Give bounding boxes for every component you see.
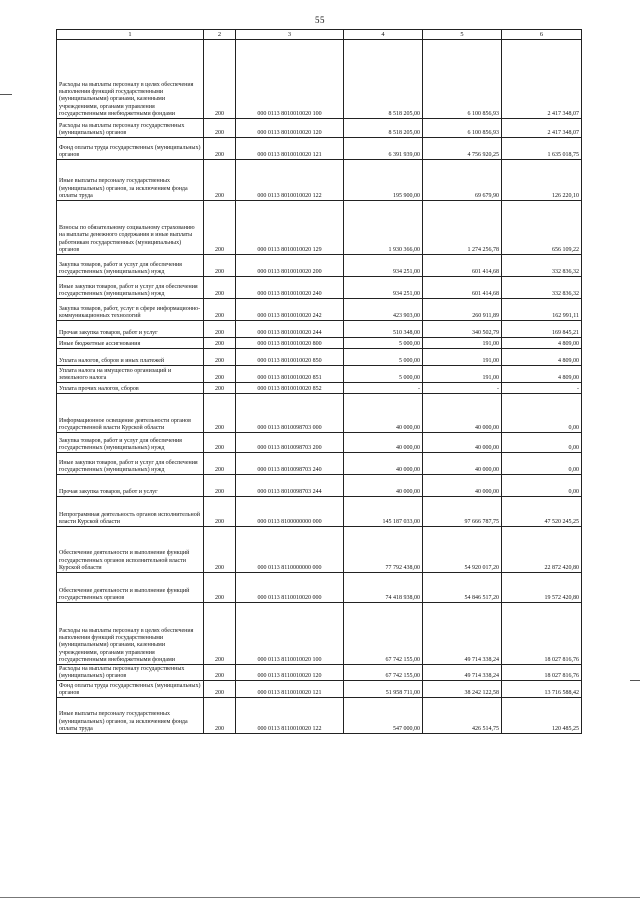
row-approved-amount: 195 900,00 [344, 160, 423, 201]
header-cell-2: 2 [204, 30, 236, 40]
row-line-code: 200 [204, 321, 236, 338]
table-row [57, 527, 582, 573]
row-approved-amount: 5 000,00 [344, 349, 423, 366]
row-unexecuted-amount: 2 417 348,07 [502, 40, 582, 119]
row-approved-amount: 5 000,00 [344, 338, 423, 349]
row-budget-code: 000 0113 8110000000 000 [236, 527, 344, 573]
row-line-code: 200 [204, 349, 236, 366]
row-unexecuted-amount: 120 485,25 [502, 698, 582, 734]
table-row [57, 497, 582, 527]
row-approved-amount: 1 930 366,00 [344, 201, 423, 255]
row-executed-amount: 340 502,79 [423, 321, 502, 338]
table-row [57, 475, 582, 497]
row-line-code: 200 [204, 603, 236, 665]
row-line-code: 200 [204, 299, 236, 321]
row-unexecuted-amount: 656 109,22 [502, 201, 582, 255]
row-line-code: 200 [204, 40, 236, 119]
scan-mark-left [0, 94, 12, 95]
row-approved-amount: 8 518 205,00 [344, 40, 423, 119]
row-unexecuted-amount: 1 635 018,75 [502, 138, 582, 160]
row-budget-code: 000 0113 8010010020 240 [236, 277, 344, 299]
row-budget-code: 000 0113 8010098703 200 [236, 433, 344, 453]
row-executed-amount: 191,00 [423, 338, 502, 349]
page-number: 55 [315, 15, 325, 25]
row-budget-code: 000 0113 8010098703 244 [236, 475, 344, 497]
header-cell-1: 1 [57, 30, 204, 40]
row-unexecuted-amount: 19 572 420,80 [502, 573, 582, 603]
table-row [57, 698, 582, 734]
table-row [57, 299, 582, 321]
row-approved-amount: 547 000,00 [344, 698, 423, 734]
row-name: Расходы на выплаты персоналу в целях обеспечения выполнения функций государственными (муниципальными) органами, казенными учреждениями, органами управления государственными внебюджетными фондами [57, 603, 204, 665]
row-line-code: 200 [204, 277, 236, 299]
row-name: Информационное освещение деятельности органов государственной власти Курской области [57, 394, 204, 433]
row-name: Иные выплаты персоналу государственных (муниципальных) органов, за исключением фонда оплаты труда [57, 698, 204, 734]
row-approved-amount: 74 418 938,00 [344, 573, 423, 603]
row-executed-amount: - [423, 383, 502, 394]
table-row [57, 40, 582, 119]
row-line-code: 200 [204, 119, 236, 138]
row-name: Иные закупки товаров, работ и услуг для обеспечения государственных (муниципальных) нужд [57, 453, 204, 475]
row-executed-amount: 49 714 338,24 [423, 603, 502, 665]
row-line-code: 200 [204, 698, 236, 734]
row-executed-amount: 191,00 [423, 349, 502, 366]
row-name: Уплата прочих налогов, сборов [57, 383, 204, 394]
row-budget-code: 000 0113 8010010020 121 [236, 138, 344, 160]
row-name: Закупка товаров, работ, услуг в сфере информационно-коммуникационных технологий [57, 299, 204, 321]
row-executed-amount: 40 000,00 [423, 475, 502, 497]
table-row [57, 394, 582, 433]
row-budget-code: 000 0113 8110010020 100 [236, 603, 344, 665]
row-approved-amount: 67 742 155,00 [344, 665, 423, 681]
row-budget-code: 000 0113 8110010020 122 [236, 698, 344, 734]
row-approved-amount: 934 251,00 [344, 255, 423, 277]
row-executed-amount: 69 679,90 [423, 160, 502, 201]
row-approved-amount: - [344, 383, 423, 394]
row-approved-amount: 51 958 711,00 [344, 681, 423, 698]
budget-execution-table [56, 29, 582, 734]
row-unexecuted-amount: 332 836,32 [502, 277, 582, 299]
row-executed-amount: 6 100 856,93 [423, 119, 502, 138]
row-name: Расходы на выплаты персоналу государственных (муниципальных) органов [57, 119, 204, 138]
table-row [57, 366, 582, 383]
row-unexecuted-amount: 169 845,21 [502, 321, 582, 338]
row-budget-code: 000 0113 8010010020 244 [236, 321, 344, 338]
row-approved-amount: 40 000,00 [344, 453, 423, 475]
row-executed-amount: 97 666 787,75 [423, 497, 502, 527]
table-row [57, 349, 582, 366]
header-cell-6: 6 [502, 30, 582, 40]
row-executed-amount: 1 274 256,78 [423, 201, 502, 255]
row-unexecuted-amount: 47 520 245,25 [502, 497, 582, 527]
row-name: Закупка товаров, работ и услуг для обеспечения государственных (муниципальных) нужд [57, 255, 204, 277]
row-line-code: 200 [204, 366, 236, 383]
row-name: Обеспечение деятельности и выполнение функций государственных органов [57, 573, 204, 603]
row-line-code: 200 [204, 475, 236, 497]
row-approved-amount: 145 187 033,00 [344, 497, 423, 527]
table-row [57, 201, 582, 255]
row-unexecuted-amount: - [502, 383, 582, 394]
row-unexecuted-amount: 126 220,10 [502, 160, 582, 201]
row-line-code: 200 [204, 394, 236, 433]
row-executed-amount: 601 414,68 [423, 255, 502, 277]
row-executed-amount: 54 846 517,20 [423, 573, 502, 603]
row-name: Иные закупки товаров, работ и услуг для обеспечения государственных (муниципальных) нужд [57, 277, 204, 299]
row-line-code: 200 [204, 573, 236, 603]
row-budget-code: 000 0113 8010010020 122 [236, 160, 344, 201]
row-line-code: 200 [204, 665, 236, 681]
row-name: Закупка товаров, работ и услуг для обеспечения государственных (муниципальных) нужд [57, 433, 204, 453]
row-line-code: 200 [204, 160, 236, 201]
row-budget-code: 000 0113 8010010020 129 [236, 201, 344, 255]
row-approved-amount: 423 903,00 [344, 299, 423, 321]
row-unexecuted-amount: 4 809,00 [502, 349, 582, 366]
row-executed-amount: 38 242 122,58 [423, 681, 502, 698]
row-executed-amount: 191,00 [423, 366, 502, 383]
row-budget-code: 000 0113 8010010020 242 [236, 299, 344, 321]
row-line-code: 200 [204, 201, 236, 255]
row-approved-amount: 40 000,00 [344, 475, 423, 497]
row-budget-code: 000 0113 8010010020 852 [236, 383, 344, 394]
row-line-code: 200 [204, 681, 236, 698]
row-name: Иные выплаты персоналу государственных (муниципальных) органов, за исключением фонда оплаты труда [57, 160, 204, 201]
row-budget-code: 000 0113 8010098703 240 [236, 453, 344, 475]
row-line-code: 200 [204, 453, 236, 475]
row-name: Расходы на выплаты персоналу государственных (муниципальных) органов [57, 665, 204, 681]
row-budget-code: 000 0113 8010010020 200 [236, 255, 344, 277]
page-bottom-edge [0, 897, 640, 898]
scan-mark-right [630, 680, 640, 681]
row-budget-code: 000 0113 8010010020 800 [236, 338, 344, 349]
row-approved-amount: 934 251,00 [344, 277, 423, 299]
row-unexecuted-amount: 0,00 [502, 433, 582, 453]
header-cell-5: 5 [423, 30, 502, 40]
row-budget-code: 000 0113 8010010020 100 [236, 40, 344, 119]
table-row [57, 321, 582, 338]
table-row [57, 338, 582, 349]
table-row [57, 665, 582, 681]
row-budget-code: 000 0113 8010010020 120 [236, 119, 344, 138]
row-name: Уплата налогов, сборов и иных платежей [57, 349, 204, 366]
row-executed-amount: 4 756 920,25 [423, 138, 502, 160]
table-row [57, 681, 582, 698]
row-name: Фонд оплаты труда государственных (муниципальных) органов [57, 681, 204, 698]
row-approved-amount: 67 742 155,00 [344, 603, 423, 665]
row-line-code: 200 [204, 338, 236, 349]
table-row [57, 433, 582, 453]
row-name: Уплата налога на имущество организаций и земельного налога [57, 366, 204, 383]
table-row [57, 119, 582, 138]
row-line-code: 200 [204, 138, 236, 160]
row-name: Непрограммная деятельность органов исполнительной власти Курской области [57, 497, 204, 527]
row-name: Прочая закупка товаров, работ и услуг [57, 321, 204, 338]
row-line-code: 200 [204, 433, 236, 453]
table-row [57, 383, 582, 394]
row-unexecuted-amount: 18 027 816,76 [502, 603, 582, 665]
row-name: Иные бюджетные ассигнования [57, 338, 204, 349]
row-name: Фонд оплаты труда государственных (муниципальных) органов [57, 138, 204, 160]
row-executed-amount: 260 911,89 [423, 299, 502, 321]
row-approved-amount: 40 000,00 [344, 394, 423, 433]
row-unexecuted-amount: 2 417 348,07 [502, 119, 582, 138]
row-budget-code: 000 0113 8010010020 850 [236, 349, 344, 366]
row-unexecuted-amount: 332 836,32 [502, 255, 582, 277]
row-approved-amount: 5 000,00 [344, 366, 423, 383]
table-row [57, 255, 582, 277]
row-executed-amount: 49 714 338,24 [423, 665, 502, 681]
row-name: Обеспечение деятельности и выполнение функций государственных органов исполнительной власти Курской области [57, 527, 204, 573]
header-cell-3: 3 [236, 30, 344, 40]
row-budget-code: 000 0113 8010010020 851 [236, 366, 344, 383]
row-approved-amount: 6 391 939,00 [344, 138, 423, 160]
table-row [57, 160, 582, 201]
row-executed-amount: 54 920 017,20 [423, 527, 502, 573]
row-name: Прочая закупка товаров, работ и услуг [57, 475, 204, 497]
row-executed-amount: 40 000,00 [423, 453, 502, 475]
row-approved-amount: 510 348,00 [344, 321, 423, 338]
row-approved-amount: 40 000,00 [344, 433, 423, 453]
row-unexecuted-amount: 22 872 420,80 [502, 527, 582, 573]
row-budget-code: 000 0113 8100000000 000 [236, 497, 344, 527]
table-row [57, 453, 582, 475]
row-budget-code: 000 0113 8010098703 000 [236, 394, 344, 433]
row-line-code: 200 [204, 383, 236, 394]
row-name: Расходы на выплаты персоналу в целях обеспечения выполнения функций государственными (муниципальными) органами, казенными учреждениями, органами управления государственными внебюджетными фондами [57, 40, 204, 119]
row-unexecuted-amount: 0,00 [502, 394, 582, 433]
row-unexecuted-amount: 4 809,00 [502, 366, 582, 383]
row-line-code: 200 [204, 497, 236, 527]
row-name: Взносы по обязательному социальному страхованию на выплаты денежного содержания и иные выплаты работникам государственных (муниципальных) органов [57, 201, 204, 255]
row-line-code: 200 [204, 527, 236, 573]
row-executed-amount: 40 000,00 [423, 394, 502, 433]
row-unexecuted-amount: 0,00 [502, 475, 582, 497]
table-row [57, 277, 582, 299]
row-executed-amount: 601 414,68 [423, 277, 502, 299]
row-budget-code: 000 0113 8110010020 121 [236, 681, 344, 698]
row-executed-amount: 40 000,00 [423, 433, 502, 453]
row-unexecuted-amount: 13 716 588,42 [502, 681, 582, 698]
row-executed-amount: 426 514,75 [423, 698, 502, 734]
row-executed-amount: 6 100 856,93 [423, 40, 502, 119]
row-budget-code: 000 0113 8110010020 120 [236, 665, 344, 681]
header-cell-4: 4 [344, 30, 423, 40]
row-approved-amount: 77 792 438,00 [344, 527, 423, 573]
row-unexecuted-amount: 4 809,00 [502, 338, 582, 349]
table-row [57, 138, 582, 160]
row-unexecuted-amount: 0,00 [502, 453, 582, 475]
header-row [57, 30, 582, 40]
row-budget-code: 000 0113 8110010020 000 [236, 573, 344, 603]
row-unexecuted-amount: 18 027 816,76 [502, 665, 582, 681]
row-approved-amount: 8 518 205,00 [344, 119, 423, 138]
table-row [57, 573, 582, 603]
row-unexecuted-amount: 162 991,11 [502, 299, 582, 321]
row-line-code: 200 [204, 255, 236, 277]
table-row [57, 603, 582, 665]
